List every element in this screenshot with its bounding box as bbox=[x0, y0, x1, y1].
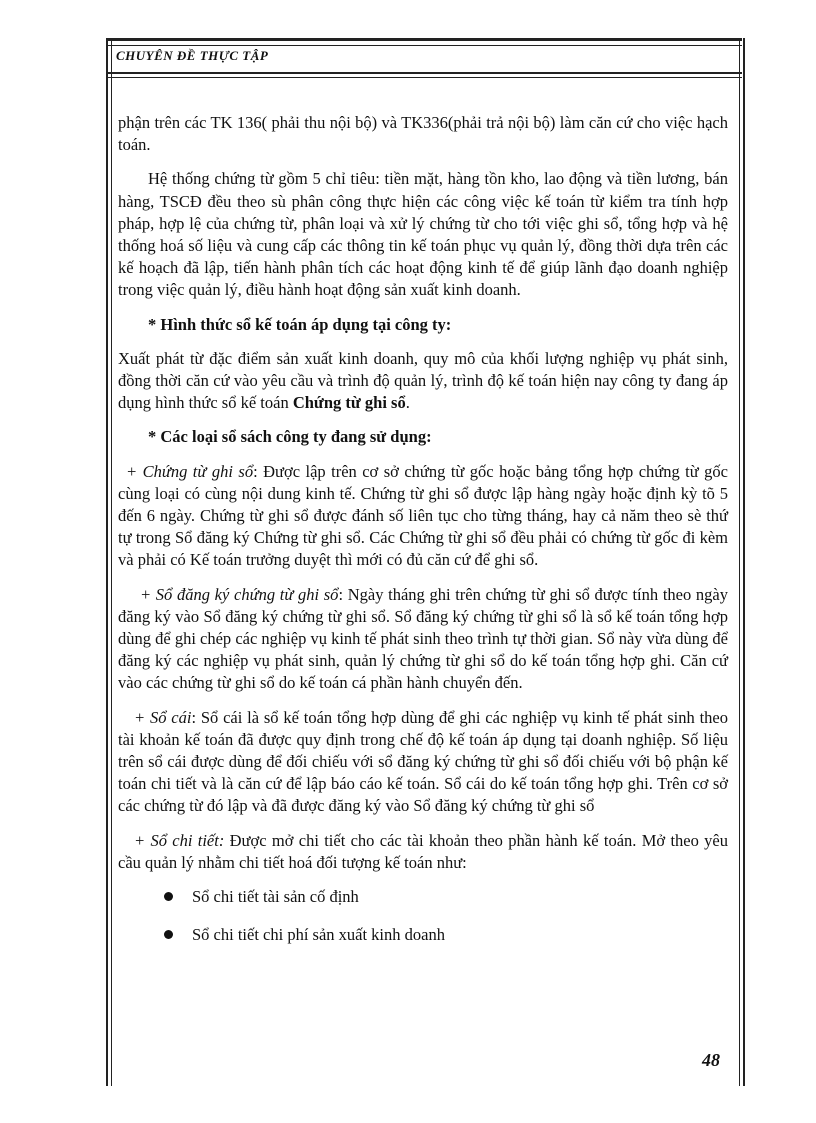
paragraph-document-system: Hệ thống chứng từ gồm 5 chỉ tiêu: tiền mặt, hàng tồn kho, lao động và tiền lương, bán hàng, TSCĐ đều theo sù phân công thực hiện các công việc kế toán từ kiểm tra tính hợp pháp, hợp lệ của chứng từ, phân loại và xử lý chứng từ cho tới việc ghi sổ, tổng hợp và hệ thống hoá số liệu và cung cấp các thông tin kế toán phục vụ quản lý, đồng thời dựa trên các kế hoạch đã lập, tiến hành phân tích các hoạt động kinh tế để giúp lãnh đạo doanh nghiệp trong việc quản lý, điều hành hoạt động sản xuất kinh doanh. bbox=[118, 169, 728, 300]
bold-term: Chứng từ ghi sổ bbox=[292, 393, 406, 413]
paragraph-continuation: phận trên các TK 136( phải thu nội bộ) và TK336(phải trả nội bộ) làm căn cứ cho việc hạch toán. bbox=[118, 113, 728, 155]
paragraph-accounting-form: Xuất phát từ đặc điểm sản xuất kinh doanh, quy mô của khối lượng nghiệp vụ phát sinh, đồng thời căn cứ vào yêu cầu và trình độ quản lý, trình độ kế toán hiện nay công ty đang áp dụng hình thức sổ kế toán Chứng từ ghi sổ. bbox=[118, 348, 728, 413]
italic-term: + Sổ chi tiết: bbox=[134, 830, 225, 850]
page-body bbox=[118, 112, 728, 963]
italic-term: + Chứng từ ghi sổ bbox=[126, 461, 254, 481]
paragraph-voucher: + Chứng từ ghi sổ: Được lập trên cơ sở chứng từ gốc hoặc bảng tổng hợp chứng từ gốc cùng loại có cùng nội dung kinh tế. Chứng từ ghi sổ được lập hàng ngày hoặc định kỳ tõ 5 đến 6 ngày. Chứng từ ghi sổ được đánh số liên tục cho từng tháng, hay cả năm theo sè thứ tự trong Sổ đăng ký Chứng từ ghi sổ. Các Chứng từ ghi sổ đều phải có chứng từ gốc đi kèm và phải có Kế toán trưởng duyệt thì mới có đủ căn cứ để ghi sổ. bbox=[118, 461, 728, 570]
page-border-top bbox=[106, 38, 742, 46]
section-heading-book-types: * Các loại sổ sách công ty đang sử dụng: bbox=[148, 427, 432, 447]
page-number: 48 bbox=[702, 1050, 720, 1070]
bullet-dot-icon bbox=[164, 892, 173, 901]
page-border-right bbox=[739, 38, 745, 1086]
paragraph-voucher-register: + Sổ đăng ký chứng từ ghi sổ: Ngày tháng ghi trên chứng từ ghi sổ được tính theo ngày đăng ký vào Sổ đăng ký chứng từ ghi sổ. Sổ đăng ký chứng từ ghi sổ là sổ kế toán tổng hợp dùng để ghi chép các nghiệp vụ kinh tế phát sinh theo trình tự thời gian. Sổ này vừa dùng để đăng ký các nghiệp vụ phát sinh, quản lý chứng từ ghi sổ do kế toán tổng hợp ghi. Căn cứ vào các chứng từ ghi sổ do kế toán cá phần hành chuyển đến. bbox=[118, 584, 728, 693]
header-rule bbox=[106, 72, 742, 78]
section-heading-accounting-form: * Hình thức sổ kế toán áp dụng tại công ty: bbox=[148, 314, 452, 334]
list-item: Sổ chi tiết chi phí sản xuất kinh doanh bbox=[164, 924, 728, 946]
paragraph-ledger: + Sổ cái: Sổ cái là sổ kế toán tổng hợp dùng để ghi các nghiệp vụ kinh tế phát sinh theo tài khoản kế toán đã được quy định trong chế độ kế toán áp dụng tại doanh nghiệp. Số liệu trên sổ cái được dùng để đối chiếu với sổ đăng ký chứng từ ghi sổ đối chiếu với bộ phận kế toán chi tiết và là căn cứ để lập báo cáo kế toán. Sổ cái do kế toán tổng hợp ghi. Trên cơ sở các chứng từ đó lập và đã được đăng ký vào Sổ đăng ký chứng từ ghi sổ bbox=[118, 707, 728, 816]
detail-book-list bbox=[118, 886, 728, 946]
italic-term: + Sổ cái bbox=[134, 707, 192, 727]
list-item: Sổ chi tiết tài sản cố định bbox=[164, 886, 728, 908]
paragraph-detail-book: + Sổ chi tiết: Được mở chi tiết cho các tài khoản theo phần hành kế toán. Mở theo yêu cầu quản lý nhằm chi tiết hoá đối tượng kế toán như: bbox=[118, 830, 728, 872]
running-header: CHUYÊN ĐỀ THỰC TẬP bbox=[116, 48, 269, 63]
italic-term: + Sổ đăng ký chứng từ ghi sổ bbox=[140, 584, 339, 604]
page-border-left bbox=[106, 38, 112, 1086]
bullet-dot-icon bbox=[164, 930, 173, 939]
